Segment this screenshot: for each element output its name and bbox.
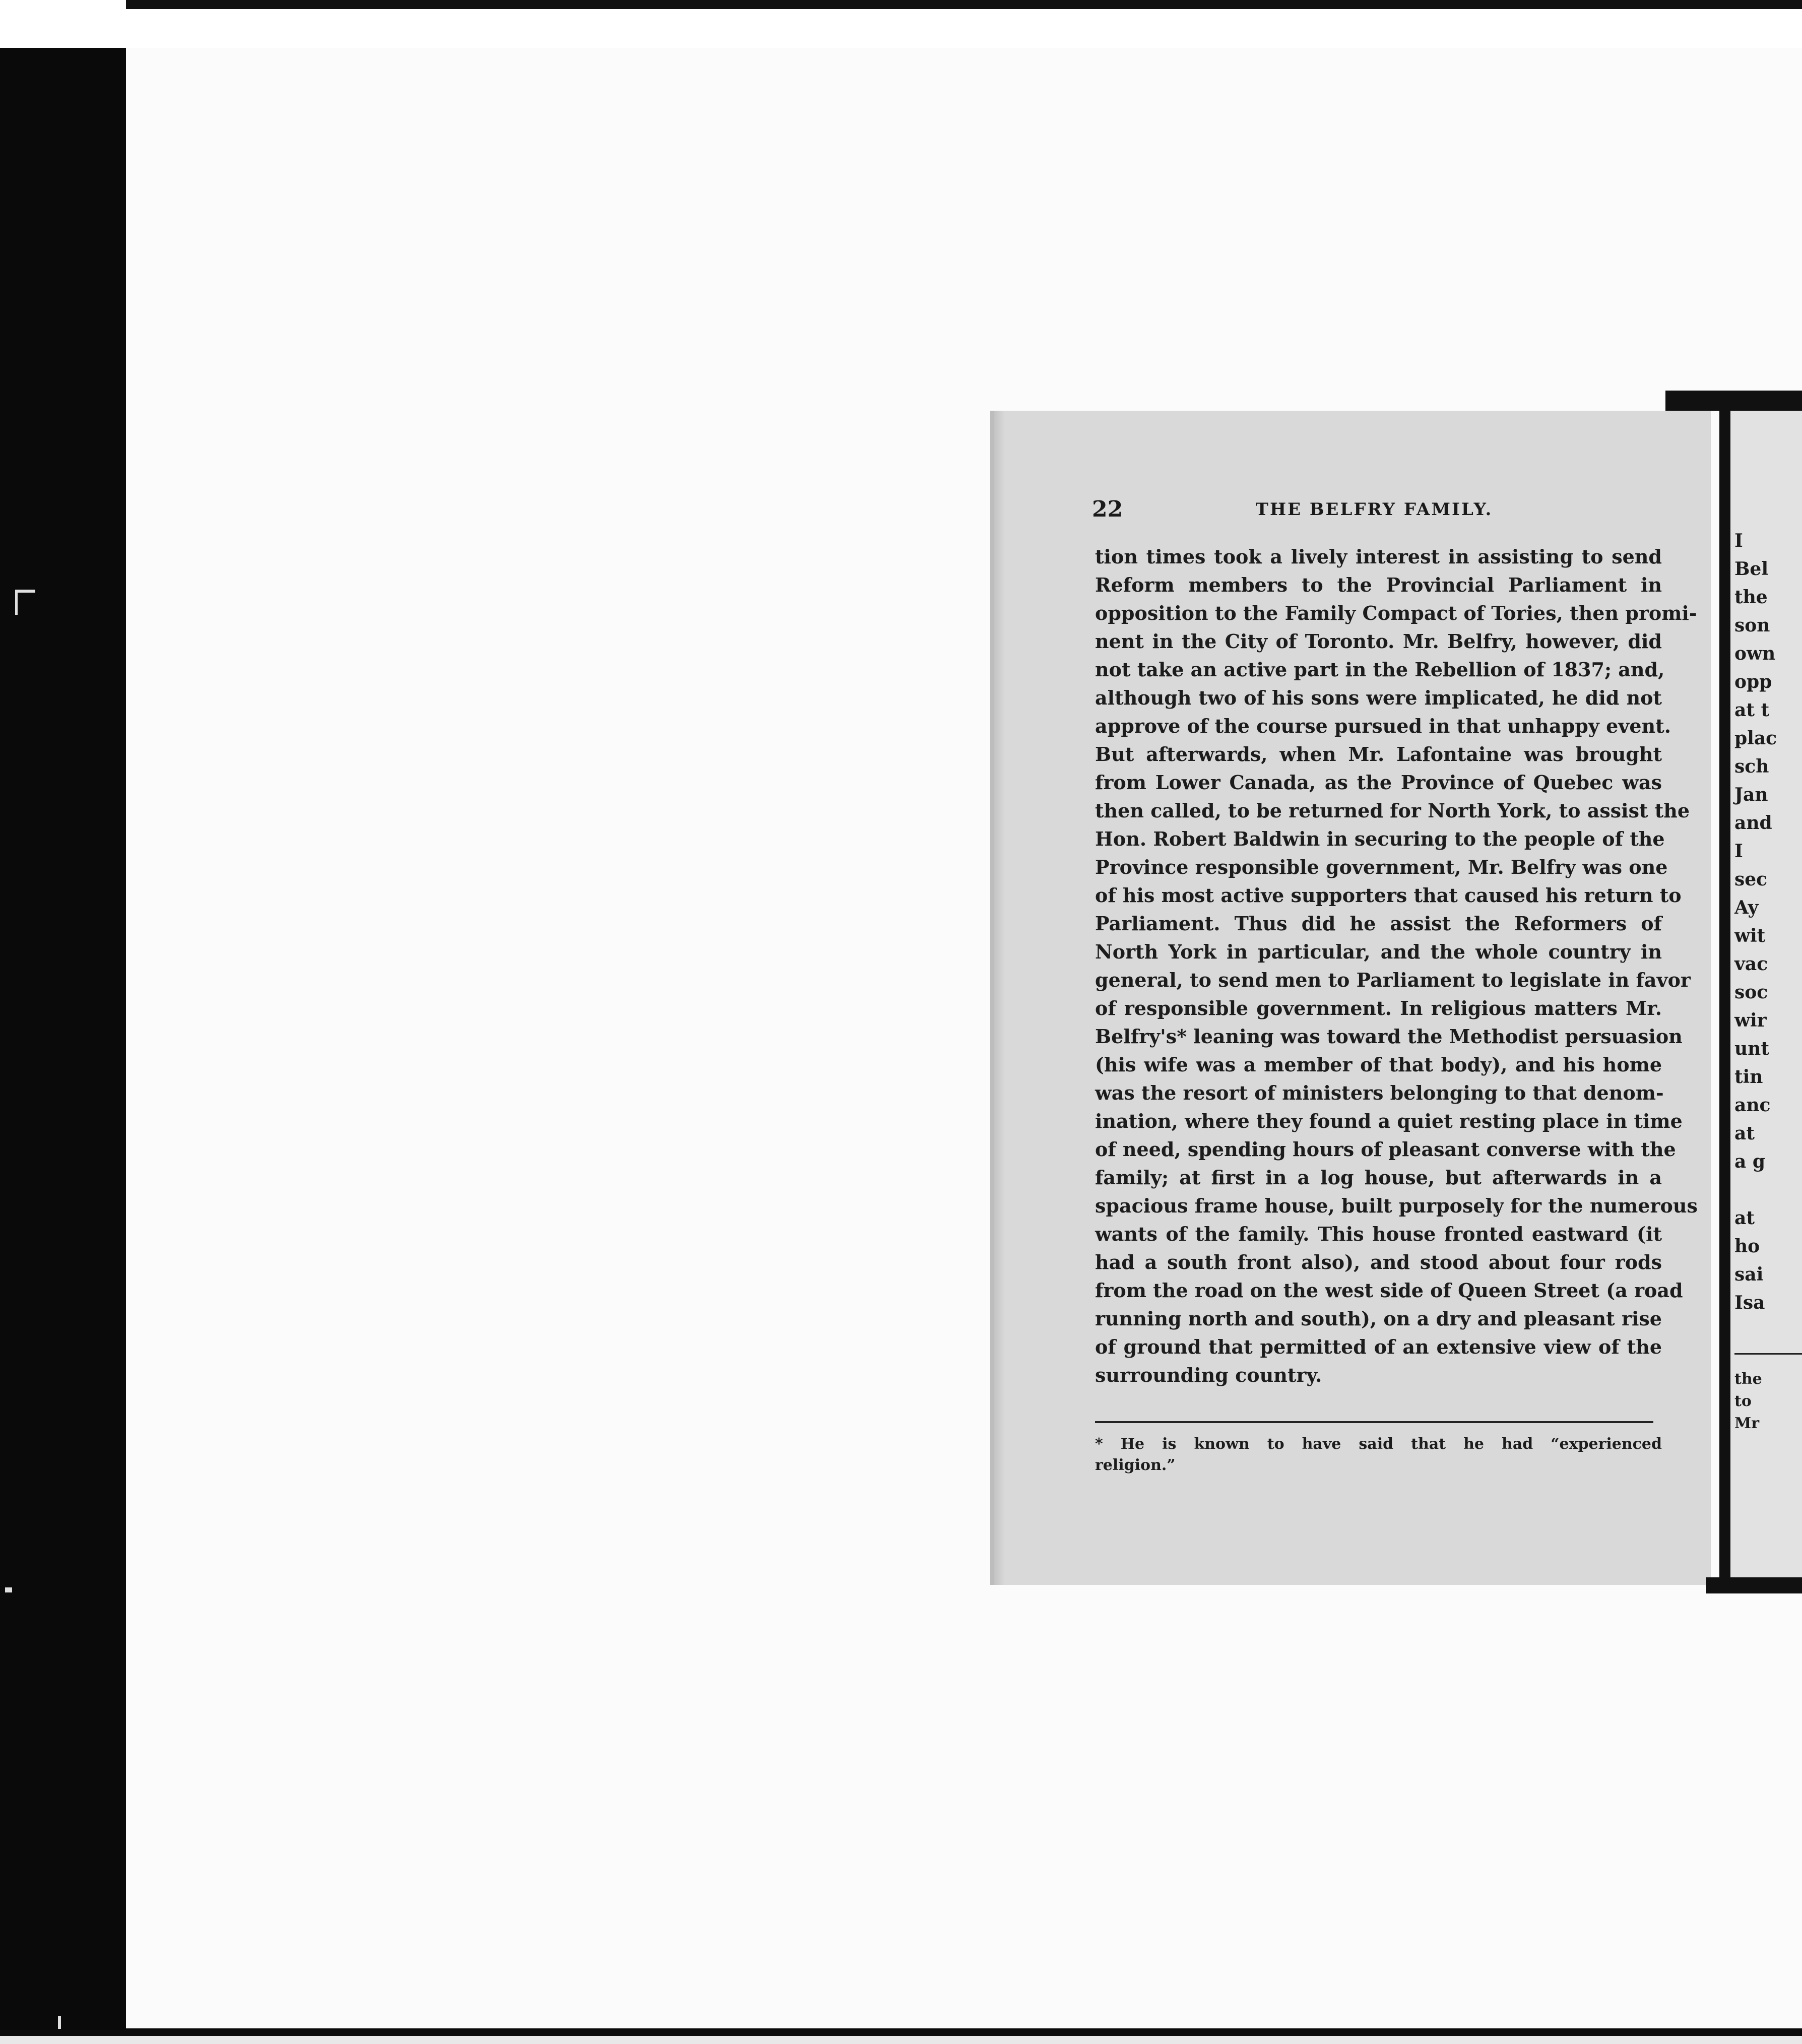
margin-mark — [58, 2016, 61, 2029]
text-line: opposition to the Family Compact of Tories, then promi- — [1095, 602, 1697, 624]
facing-line: vac — [1734, 953, 1768, 975]
text-line: was the resort of ministers belonging to that denom- — [1095, 1081, 1664, 1104]
binding-top — [1665, 391, 1802, 411]
binding-bottom — [1706, 1577, 1802, 1593]
facing-line: tin — [1734, 1066, 1763, 1088]
footnote — [1095, 1434, 1662, 1476]
facing-line: the — [1734, 587, 1768, 608]
facing-line: unt — [1734, 1038, 1769, 1059]
footnote-line: * He is known to have said that he had “experienced — [1095, 1435, 1662, 1453]
film-bottom-band — [0, 2036, 1802, 2044]
running-title: THE BELFRY FAMILY. — [1255, 499, 1493, 520]
facing-line: at — [1734, 1123, 1755, 1144]
facing-line: ho — [1734, 1236, 1760, 1257]
facing-footnote — [1734, 1368, 1762, 1435]
text-line: Reform members to the Provincial Parliament in — [1095, 573, 1662, 596]
facing-footnote-line: the — [1734, 1370, 1762, 1388]
facing-line: I — [1734, 841, 1743, 862]
facing-line: wir — [1734, 1010, 1767, 1031]
facing-line: at t — [1734, 699, 1770, 721]
text-line: from the road on the west side of Queen Street (a road — [1095, 1279, 1683, 1302]
facing-line: I — [1734, 530, 1743, 551]
facing-line: a g — [1734, 1151, 1766, 1172]
facing-line: Ay — [1734, 897, 1759, 918]
text-line: Parliament. Thus did he assist the Reformers of — [1095, 912, 1662, 935]
text-line: But afterwards, when Mr. Lafontaine was brought — [1095, 743, 1662, 765]
text-line: of ground that permitted of an extensive view of the — [1095, 1335, 1662, 1358]
text-line: Hon. Robert Baldwin in securing to the people of the — [1095, 827, 1665, 850]
body-text — [1095, 543, 1698, 1389]
text-line: general, to send men to Parliament to legislate in favor — [1095, 969, 1691, 991]
text-line: Province responsible government, Mr. Belfry was one — [1095, 856, 1668, 878]
facing-page-text — [1734, 527, 1777, 1317]
facing-page — [1730, 411, 1802, 1577]
text-line: nent in the City of Toronto. Mr. Belfry, however, did — [1095, 630, 1662, 653]
text-line: then called, to be returned for North York, to assist the — [1095, 799, 1690, 822]
facing-line: sch — [1734, 756, 1769, 777]
margin-mark — [5, 1587, 12, 1592]
text-line: spacious frame house, built purposely for the numerous — [1095, 1194, 1698, 1217]
facing-footnote-line: Mr — [1734, 1415, 1760, 1432]
running-head — [1092, 496, 1656, 527]
page-number: 22 — [1092, 496, 1123, 522]
footnote-rule — [1095, 1421, 1653, 1423]
margin-mark — [15, 590, 18, 615]
facing-line — [1734, 1176, 1777, 1204]
facing-line: and — [1734, 812, 1772, 834]
footnote-line: religion.” — [1095, 1456, 1176, 1474]
text-line: (his wife was a member of that body), and his home — [1095, 1053, 1662, 1076]
facing-line: wit — [1734, 925, 1766, 946]
text-line: Belfry's* leaning was toward the Methodist persuasion — [1095, 1025, 1683, 1048]
text-line: ination, where they found a quiet resting place in time — [1095, 1110, 1683, 1132]
text-line: approve of the course pursued in that unhappy event. — [1095, 715, 1671, 737]
text-line: wants of the family. This house fronted eastward (it — [1095, 1223, 1662, 1245]
text-line: of need, spending hours of pleasant converse with the — [1095, 1138, 1676, 1161]
facing-line: son — [1734, 615, 1770, 636]
text-line: not take an active part in the Rebellion of 1837; and, — [1095, 658, 1665, 681]
text-line: family; at first in a log house, but afterwards in a — [1095, 1166, 1662, 1189]
scanned-page — [990, 411, 1711, 1585]
facing-line: Bel — [1734, 558, 1769, 580]
facing-line: plac — [1734, 728, 1777, 749]
text-line: North York in particular, and the whole country in — [1095, 940, 1662, 963]
text-line: of his most active supporters that caused his return to — [1095, 884, 1682, 907]
margin-mark — [15, 590, 35, 593]
facing-line: Isa — [1734, 1292, 1765, 1313]
text-line: had a south front also), and stood about four rods — [1095, 1251, 1662, 1273]
facing-line: anc — [1734, 1095, 1771, 1116]
facing-line: sai — [1734, 1264, 1764, 1285]
facing-footnote-rule — [1734, 1353, 1802, 1355]
facing-line: own — [1734, 643, 1776, 664]
facing-line: sec — [1734, 869, 1768, 890]
text-line: although two of his sons were implicated, he did not — [1095, 686, 1662, 709]
text-line: of responsible government. In religious matters Mr. — [1095, 997, 1662, 1019]
text-line: surrounding country. — [1095, 1364, 1322, 1386]
facing-footnote-line: to — [1734, 1392, 1752, 1410]
facing-line: Jan — [1734, 784, 1768, 805]
facing-line: opp — [1734, 671, 1772, 692]
book-spine — [1719, 391, 1730, 1593]
facing-line: soc — [1734, 982, 1768, 1003]
text-line: tion times took a lively interest in assisting to send — [1095, 545, 1662, 568]
text-line: from Lower Canada, as the Province of Quebec was — [1095, 771, 1662, 794]
text-line: running north and south), on a dry and pleasant rise — [1095, 1307, 1662, 1330]
film-top-edge — [126, 0, 1802, 9]
facing-line: at — [1734, 1207, 1755, 1229]
